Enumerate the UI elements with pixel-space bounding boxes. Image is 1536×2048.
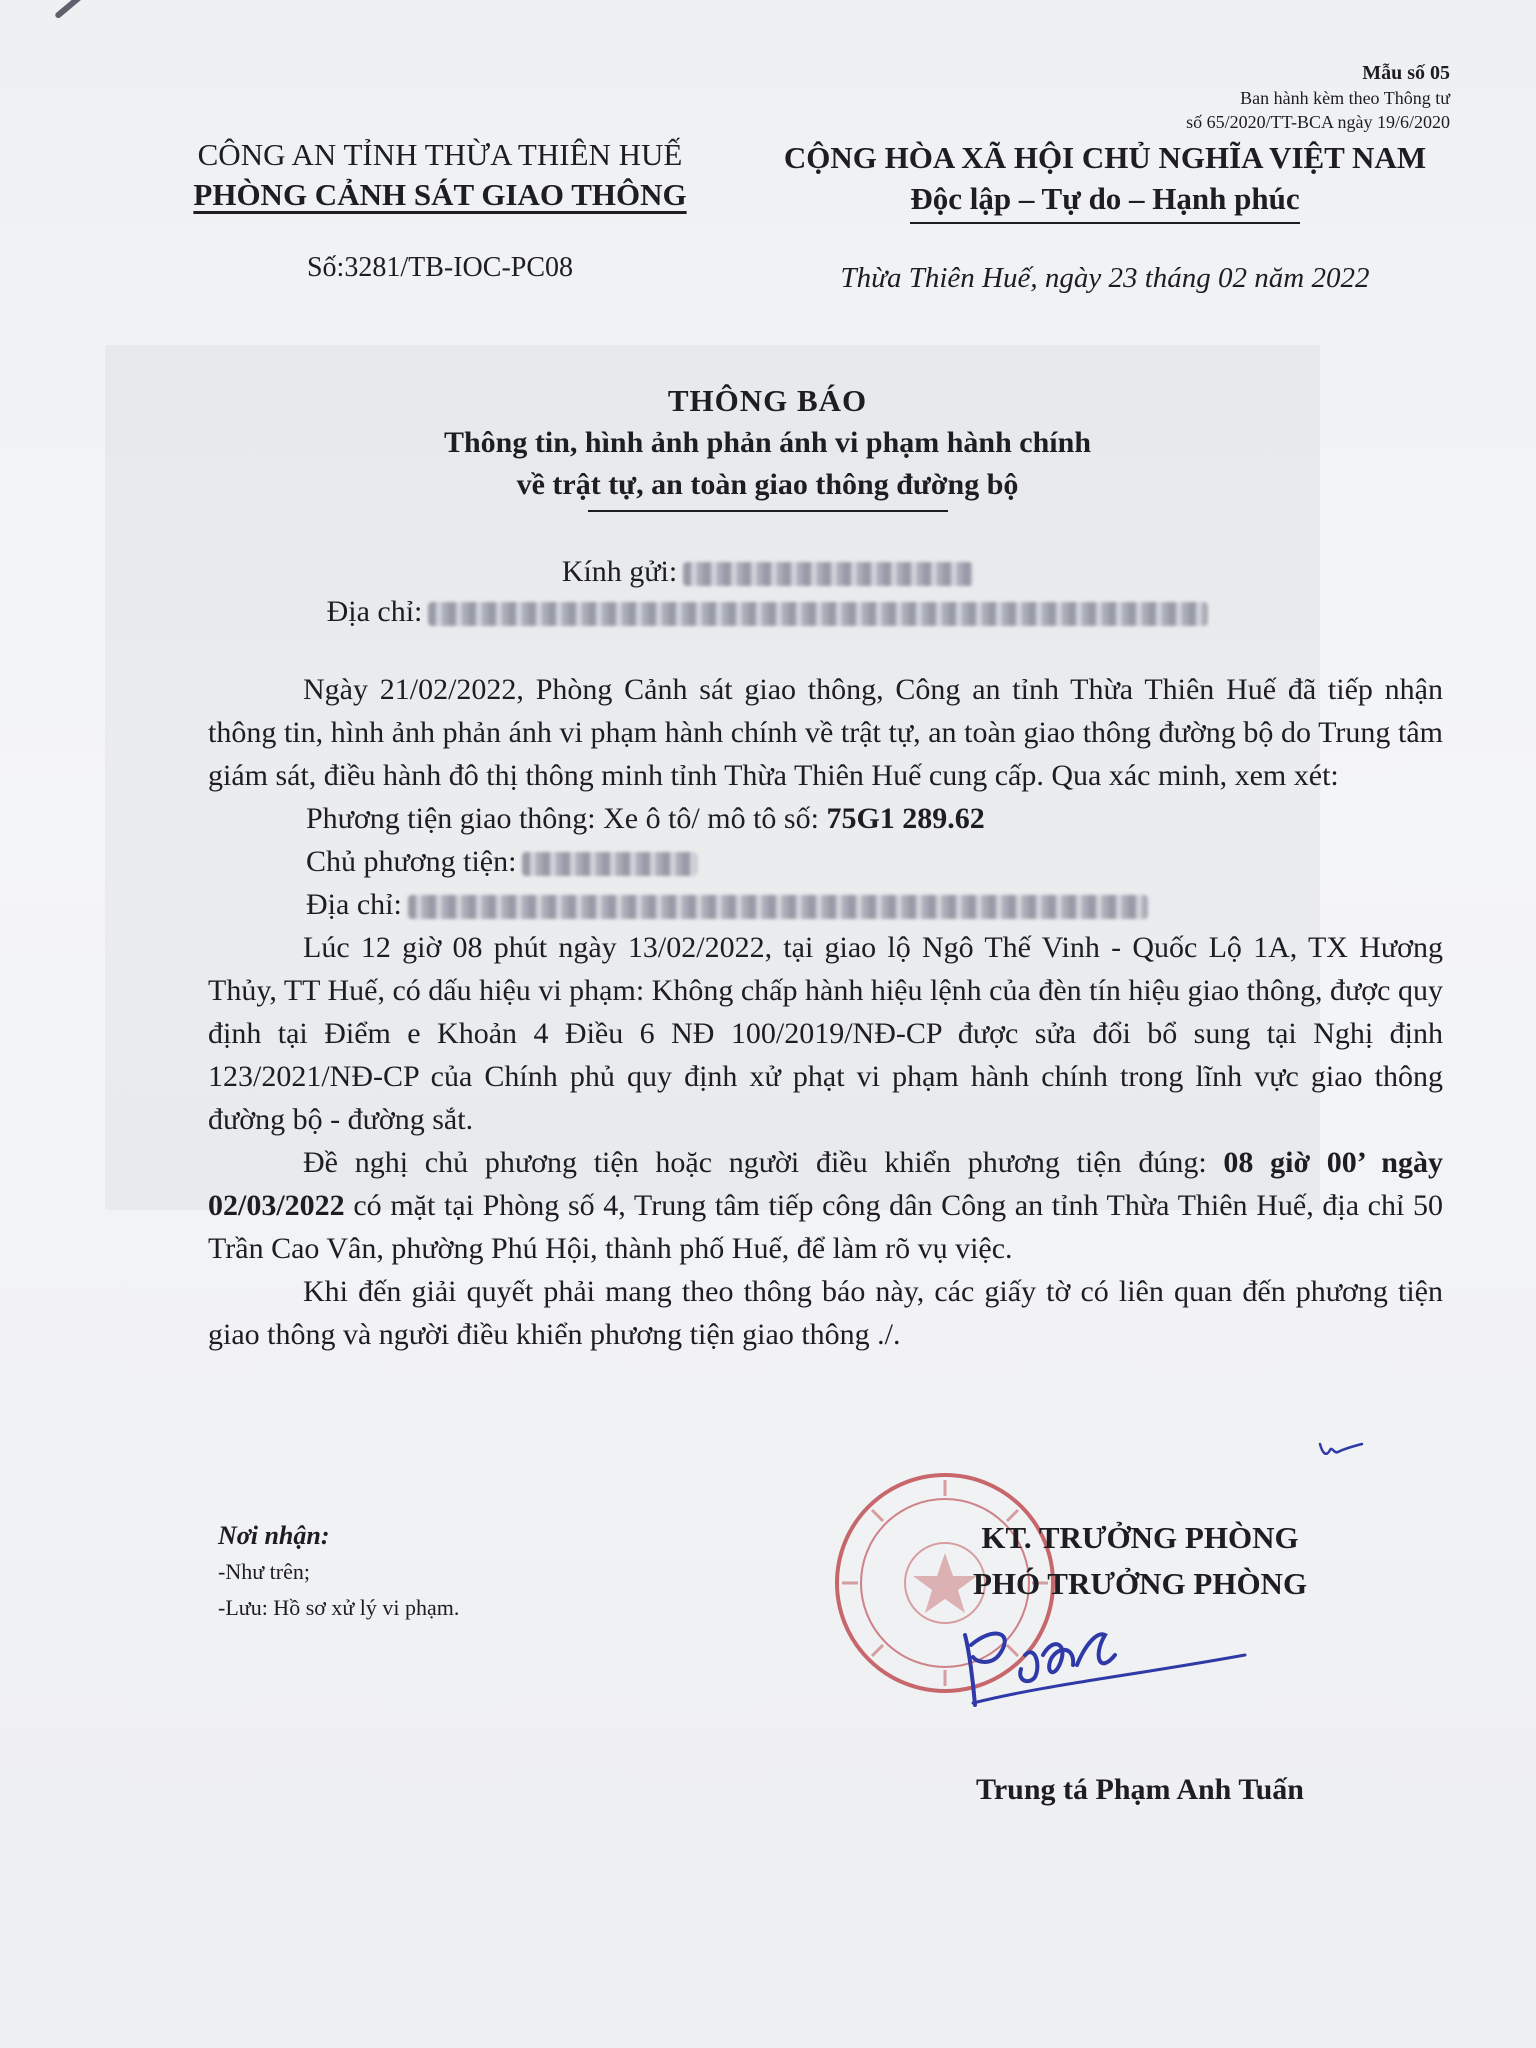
redacted-address (428, 602, 1208, 626)
handwritten-check-icon (1316, 1440, 1364, 1462)
owner-address-label: Địa chỉ: (306, 888, 402, 921)
recipient-line (100, 552, 1435, 592)
title-underline (588, 510, 948, 512)
paragraph-summons (208, 1141, 1443, 1270)
paragraph-violation: Lúc 12 giờ 08 phút ngày 13/02/2022, tại giao lộ Ngô Thế Vinh - Quốc Lộ 1A, TX Hương Thủy, TT Huế, có dấu hiệu vi phạm: Không chấp hành hiệu lệnh của đèn tín hiệu giao thông, được quy định tại Điểm e Khoản 4 Điều 6 NĐ 100/2019/NĐ-CP được sửa đổi bổ sung tại Nghị định 123/2021/NĐ-CP của Chính phủ quy định xử phạt vi phạm hành chính trong lĩnh vực giao thông đường bộ - đường sắt. (208, 931, 1443, 1136)
distribution-list (218, 1518, 459, 1626)
agency-line1: CÔNG AN TỈNH THỪA THIÊN HUẾ (197, 137, 683, 172)
summons-intro: Đề nghị chủ phương tiện hoặc người điều khiển phương tiện đúng: (303, 1146, 1207, 1179)
handwritten-signature-icon (955, 1585, 1255, 1735)
license-plate: 75G1 289.62 (826, 802, 985, 835)
vehicle-line (208, 797, 1443, 840)
pen-mark (54, 0, 111, 19)
recipient-address-line (100, 592, 1435, 632)
distribution-heading: Nơi nhận: (218, 1521, 330, 1550)
recipient-address-label: Địa chỉ: (326, 595, 423, 628)
owner-label: Chủ phương tiện: (306, 845, 517, 878)
national-motto (740, 138, 1470, 224)
paragraph-intake: Ngày 21/02/2022, Phòng Cảnh sát giao thông, Công an tỉnh Thừa Thiên Huế đã tiếp nhận thông tin, hình ảnh phản ánh vi phạm hành chính về trật tự, an toàn giao thông đường bộ do Trung tâm giám sát, điều hành đô thị thông minh tỉnh Thừa Thiên Huế cung cấp. Qua xác minh, xem xét: (208, 673, 1443, 792)
summons-location: có mặt tại Phòng số 4, Trung tâm tiếp công dân Công an tỉnh Thừa Thiên Huế, địa chỉ 50 Trần Cao Vân, phường Phú Hội, thành phố Huế, để làm rõ vụ việc. (208, 1189, 1443, 1265)
agency-line2: PHÒNG CẢNH SÁT GIAO THÔNG (193, 177, 687, 212)
form-circular-line2: số 65/2020/TT-BCA ngày 19/6/2020 (1186, 112, 1450, 132)
document-number: Số:3281/TB-IOC-PC08 (306, 252, 574, 283)
recipient-block (100, 552, 1435, 632)
appointment-time: 08 giờ 00’ ngày 02/03/2022 (208, 1146, 1443, 1222)
title-main: THÔNG BÁO (667, 383, 868, 418)
document-title (100, 380, 1435, 512)
distribution-item: -Lưu: Hồ sơ xử lý vi phạm. (218, 1595, 460, 1620)
vehicle-label: Phương tiện giao thông: Xe ô tô/ mô tô số: (306, 802, 819, 835)
issuing-agency (160, 135, 720, 215)
signer-role1: KT. TRƯỞNG PHÒNG (981, 1520, 1299, 1555)
owner-line (208, 840, 1443, 883)
form-number: Mẫu số 05 (1362, 62, 1450, 84)
title-sub2: về trật tự, an toàn giao thông đường bộ (516, 468, 1019, 501)
recipient-label: Kính gửi: (561, 555, 678, 588)
form-circular-line1: Ban hành kèm theo Thông tư (1240, 88, 1450, 108)
form-identifier (1186, 60, 1450, 134)
owner-address-line (208, 883, 1443, 926)
distribution-item: -Như trên; (218, 1559, 310, 1584)
redacted-owner-address (408, 895, 1148, 919)
nation-line2: Độc lập – Tự do – Hạnh phúc (910, 178, 1299, 224)
signer-name: Trung tá Phạm Anh Tuấn (976, 1773, 1304, 1806)
redacted-name (683, 562, 973, 586)
title-sub1: Thông tin, hình ảnh phản ánh vi phạm hành chính (443, 426, 1092, 459)
redacted-owner (522, 852, 697, 876)
document-date: Thừa Thiên Huế, ngày 23 tháng 02 năm 2022 (840, 262, 1370, 294)
nation-line1: CỘNG HÒA XÃ HỘI CHỦ NGHĨA VIỆT NAM (783, 140, 1427, 175)
paragraph-documents: Khi đến giải quyết phải mang theo thông báo này, các giấy tờ có liên quan đến phương tiện giao thông và người điều khiển phương tiện giao thông ./. (208, 1275, 1443, 1351)
notice-body (208, 668, 1443, 1356)
signer-role2: PHÓ TRƯỞNG PHÒNG (972, 1566, 1308, 1601)
